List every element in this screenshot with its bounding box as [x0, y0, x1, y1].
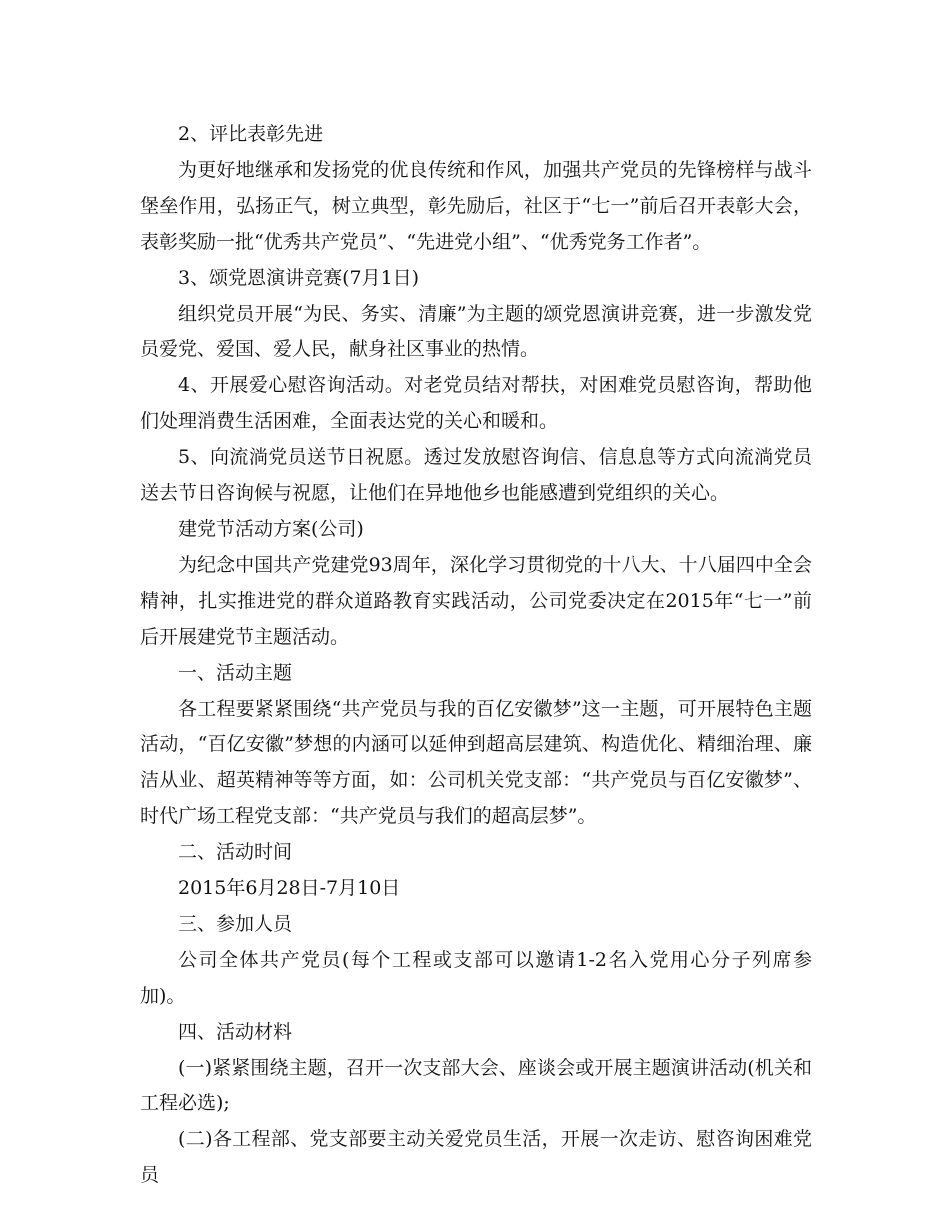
section-heading-theme: 一、活动主题: [178, 661, 293, 684]
activity-dates: 2015年6月28日-7月10日: [178, 877, 401, 900]
body-paragraph: (一)紧紧围绕主题，召开一次支部大会、座谈会或开展主题演讲活动(机关和工程必选);: [140, 1056, 812, 1115]
body-paragraph: 为更好地继承和发扬党的优良传统和作风，加强共产党员的先锋榜样与战斗堡垒作用，弘扬正气，树立典型，彰先励后，社区于“七一”前后召开表彰大会，表彰奖励一批“优秀共产党员”、“先进党小组”、“优秀党务工作者”。: [140, 158, 812, 253]
body-paragraph: 组织党员开展“为民、务实、清廉”为主题的颂党恩演讲竞赛，进一步激发党员爱党、爱国、爱人民，献身社区事业的热情。: [140, 302, 812, 361]
list-item-5: 5、向流淌党员送节日祝愿。透过发放慰咨询信、信息息等方式向流淌党员送去节日咨询候与祝愿，让他们在异地他乡也能感遭到党组织的关心。: [140, 446, 812, 505]
section-heading-materials: 四、活动材料: [178, 1020, 293, 1043]
list-item-3-heading: 3、颂党恩演讲竞赛(7月1日): [178, 266, 420, 289]
body-paragraph: 为纪念中国共产党建党93周年，深化学习贯彻党的十八大、十八届四中全会精神，扎实推进党的群众道路教育实践活动，公司党委决定在2015年“七一”前后开展建党节主题活动。: [140, 553, 812, 648]
body-paragraph: (二)各工程部、党支部要主动关爱党员生活，开展一次走访、慰咨询困难党员: [140, 1128, 812, 1187]
document-body: [140, 117, 812, 1194]
list-item-2-heading: 2、评比表彰先进: [178, 123, 324, 145]
list-item-4: 4、开展爱心慰咨询活动。对老党员结对帮扶，对困难党员慰咨询，帮助他们处理消费生活困难，全面表达党的关心和暖和。: [140, 374, 812, 433]
section-heading-participants: 三、参加人员: [178, 912, 293, 935]
section-title: 建党节活动方案(公司): [178, 517, 364, 540]
body-paragraph: 各工程要紧紧围绕“共产党员与我的百亿安徽梦”这一主题，可开展特色主题活动，“百亿安徽”梦想的内涵可以延伸到超高层建筑、构造优化、精细治理、廉洁从业、超英精神等等方面，如：公司机关党支部：“共产党员与百亿安徽梦”、时代广场工程党支部：“共产党员与我们的超高层梦”。: [140, 697, 812, 828]
section-heading-time: 二、活动时间: [178, 841, 293, 864]
body-paragraph: 公司全体共产党员(每个工程或支部可以邀请1-2名入党用心分子列席参加)。: [140, 948, 812, 1007]
